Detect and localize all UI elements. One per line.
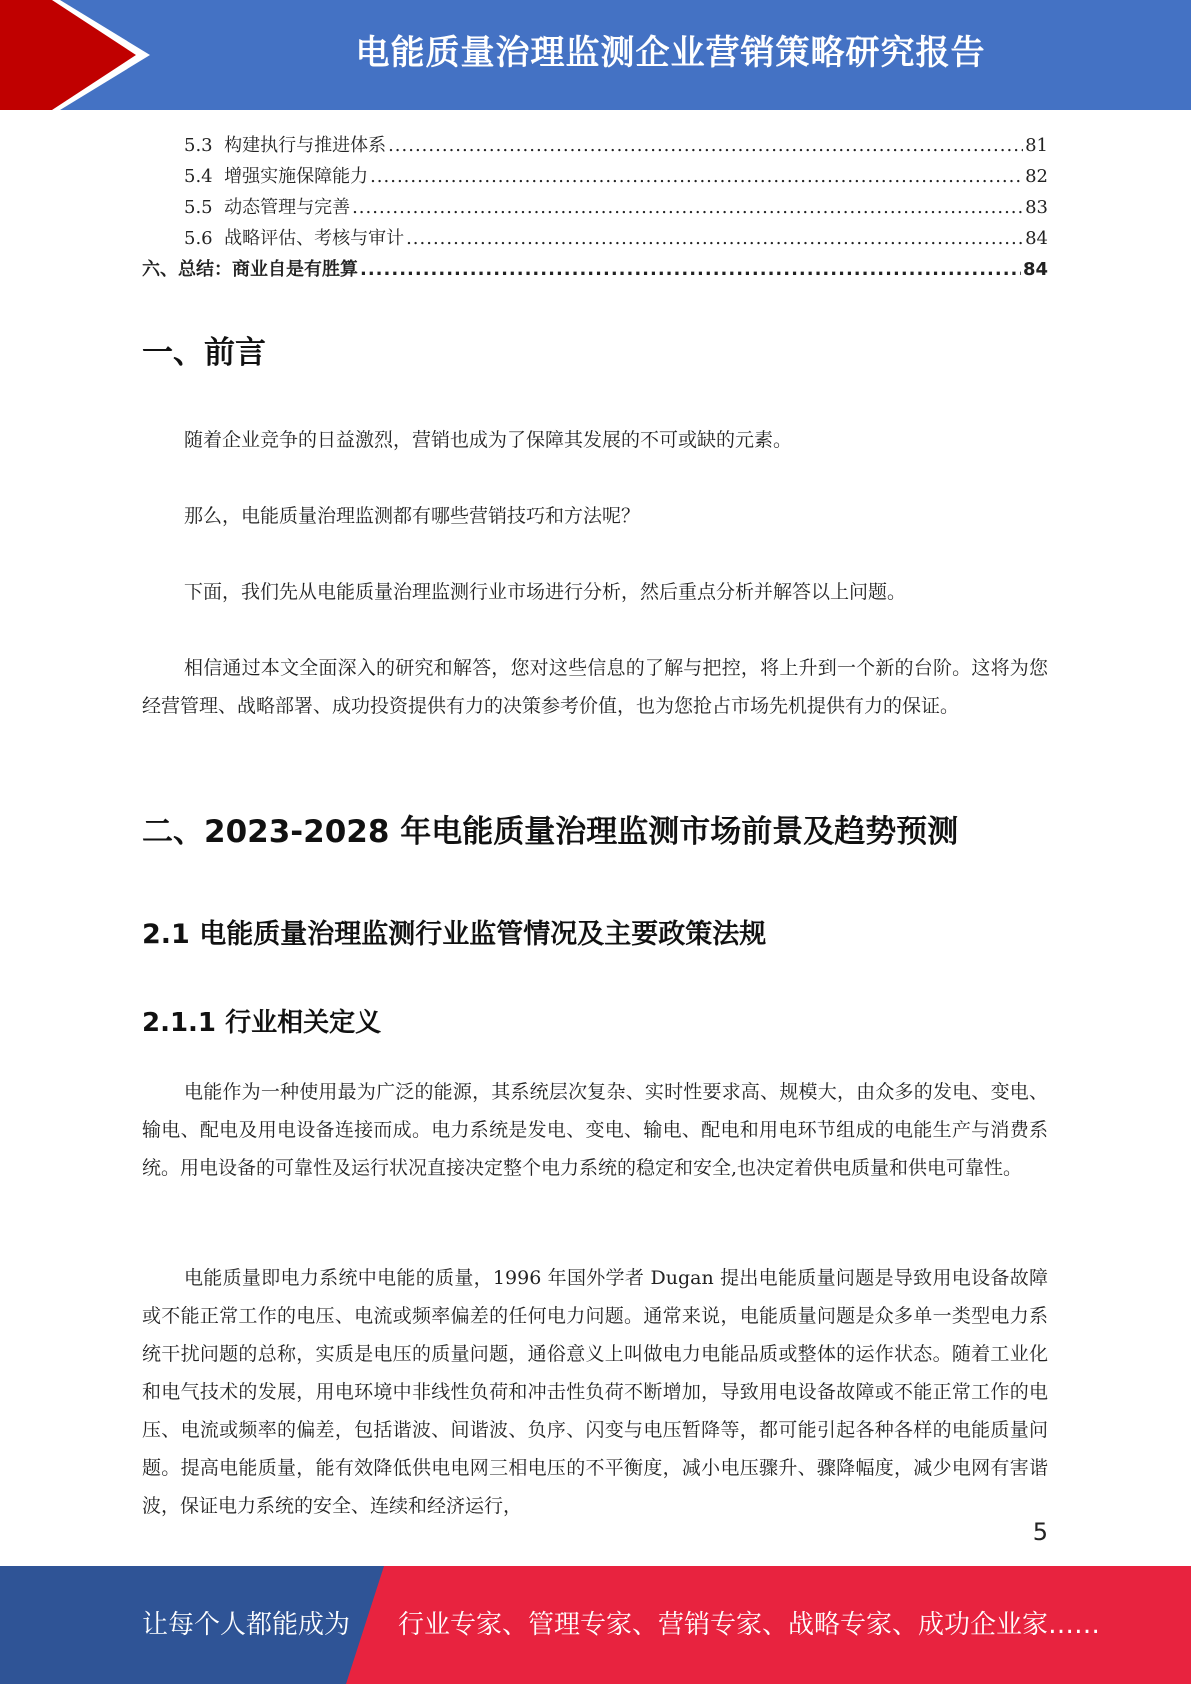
page-header (0, 0, 1191, 110)
toc-entry-page: 84 (1025, 228, 1048, 249)
table-of-contents (142, 130, 1048, 285)
toc-leader-dots (406, 223, 1023, 254)
paragraph: 电能作为一种使用最为广泛的能源，其系统层次复杂、实时性要求高、规模大，由众多的发电、变电、输电、配电及用电设备连接而成。电力系统是发电、变电、输电、配电和用电环节组成的电能生产与消费系统。用电设备的可靠性及运行状况直接决定整个电力系统的稳定和安全,也决定着供电质量和供电可靠性。 (142, 1081, 1048, 1179)
paragraph: 下面，我们先从电能质量治理监测行业市场进行分析，然后重点分析并解答以上问题。 (184, 581, 907, 603)
toc-entry-label: 构建执行与推进体系 (224, 135, 387, 156)
header-title: 电能质量治理监测企业营销策略研究报告 (355, 33, 986, 73)
toc-entry-number: 5.6 (184, 228, 225, 249)
toc-entry-number: 5.4 (184, 166, 225, 187)
toc-entry-number: 5.5 (184, 197, 225, 218)
section-heading-forecast: 二、2023-2028 年电能质量治理监测市场前景及趋势预测 (142, 814, 959, 850)
toc-entry-number: 5.3 (184, 135, 225, 156)
toc-leader-dots (352, 192, 1023, 223)
toc-leader-dots (388, 130, 1023, 161)
paragraph: 随着企业竞争的日益激烈，营销也成为了保障其发展的不可或缺的元素。 (184, 429, 793, 451)
subsection-heading: 2.1 电能质量治理监测行业监管情况及主要政策法规 (142, 919, 767, 950)
toc-entry-page: 81 (1025, 135, 1048, 156)
toc-entry-label: 战略评估、考核与审计 (224, 228, 405, 249)
toc-entry-main[interactable] (142, 254, 1048, 285)
subsubsection-heading: 2.1.1 行业相关定义 (142, 1008, 382, 1038)
toc-leader-dots (370, 161, 1023, 192)
toc-entry[interactable] (142, 192, 1048, 223)
toc-entry-page: 83 (1025, 197, 1048, 218)
toc-entry-page: 84 (1022, 259, 1048, 280)
toc-entry-label: 动态管理与完善 (224, 197, 351, 218)
header-chevron-decoration (0, 0, 150, 110)
section-heading-preface: 一、前言 (142, 335, 266, 371)
paragraph: 那么，电能质量治理监测都有哪些营销技巧和方法呢？ (184, 505, 641, 527)
page-footer (0, 1566, 1191, 1684)
toc-entry[interactable] (142, 223, 1048, 254)
toc-leader-dots (360, 254, 1021, 285)
toc-entry[interactable] (142, 130, 1048, 161)
toc-entry[interactable] (142, 161, 1048, 192)
page-number: 5 (1032, 1518, 1048, 1546)
toc-entry-label: 增强实施保障能力 (224, 166, 369, 187)
toc-entry-page: 82 (1025, 166, 1048, 187)
toc-entry-label: 六、总结：商业自是有胜算 (142, 259, 358, 280)
paragraph: 电能质量即电力系统中电能的质量，1996 年国外学者 Dugan 提出电能质量问题是导致用电设备故障或不能正常工作的电压、电流或频率偏差的任何电力问题。通常来说，电能质量问题是众多单一类型电力系统干扰问题的总称，实质是电压的质量问题，通俗意义上叫做电力电能品质或整体的运作状态。随着工业化和电气技术的发展，用电环境中非线性负荷和冲击性负荷不断增加，导致用电设备故障或不能正常工作的电压、电流或频率的偏差，包括谐波、间谐波、负序、闪变与电压暂降等，都可能引起各种各样的电能质量问题。提高电能质量，能有效降低供电电网三相电压的不平衡度，减小电压骤升、骤降幅度，减少电网有害谐波，保证电力系统的安全、连续和经济运行， (142, 1267, 1048, 1517)
footer-slogan-left: 让每个人都能成为 (142, 1610, 351, 1640)
footer-slogan-right: 行业专家、管理专家、营销专家、战略专家、成功企业家…… (398, 1610, 1101, 1640)
paragraph: 相信通过本文全面深入的研究和解答，您对这些信息的了解与把控，将上升到一个新的台阶。这将为您经营管理、战略部署、成功投资提供有力的决策参考价值，也为您抢占市场先机提供有力的保证。 (142, 657, 1048, 717)
